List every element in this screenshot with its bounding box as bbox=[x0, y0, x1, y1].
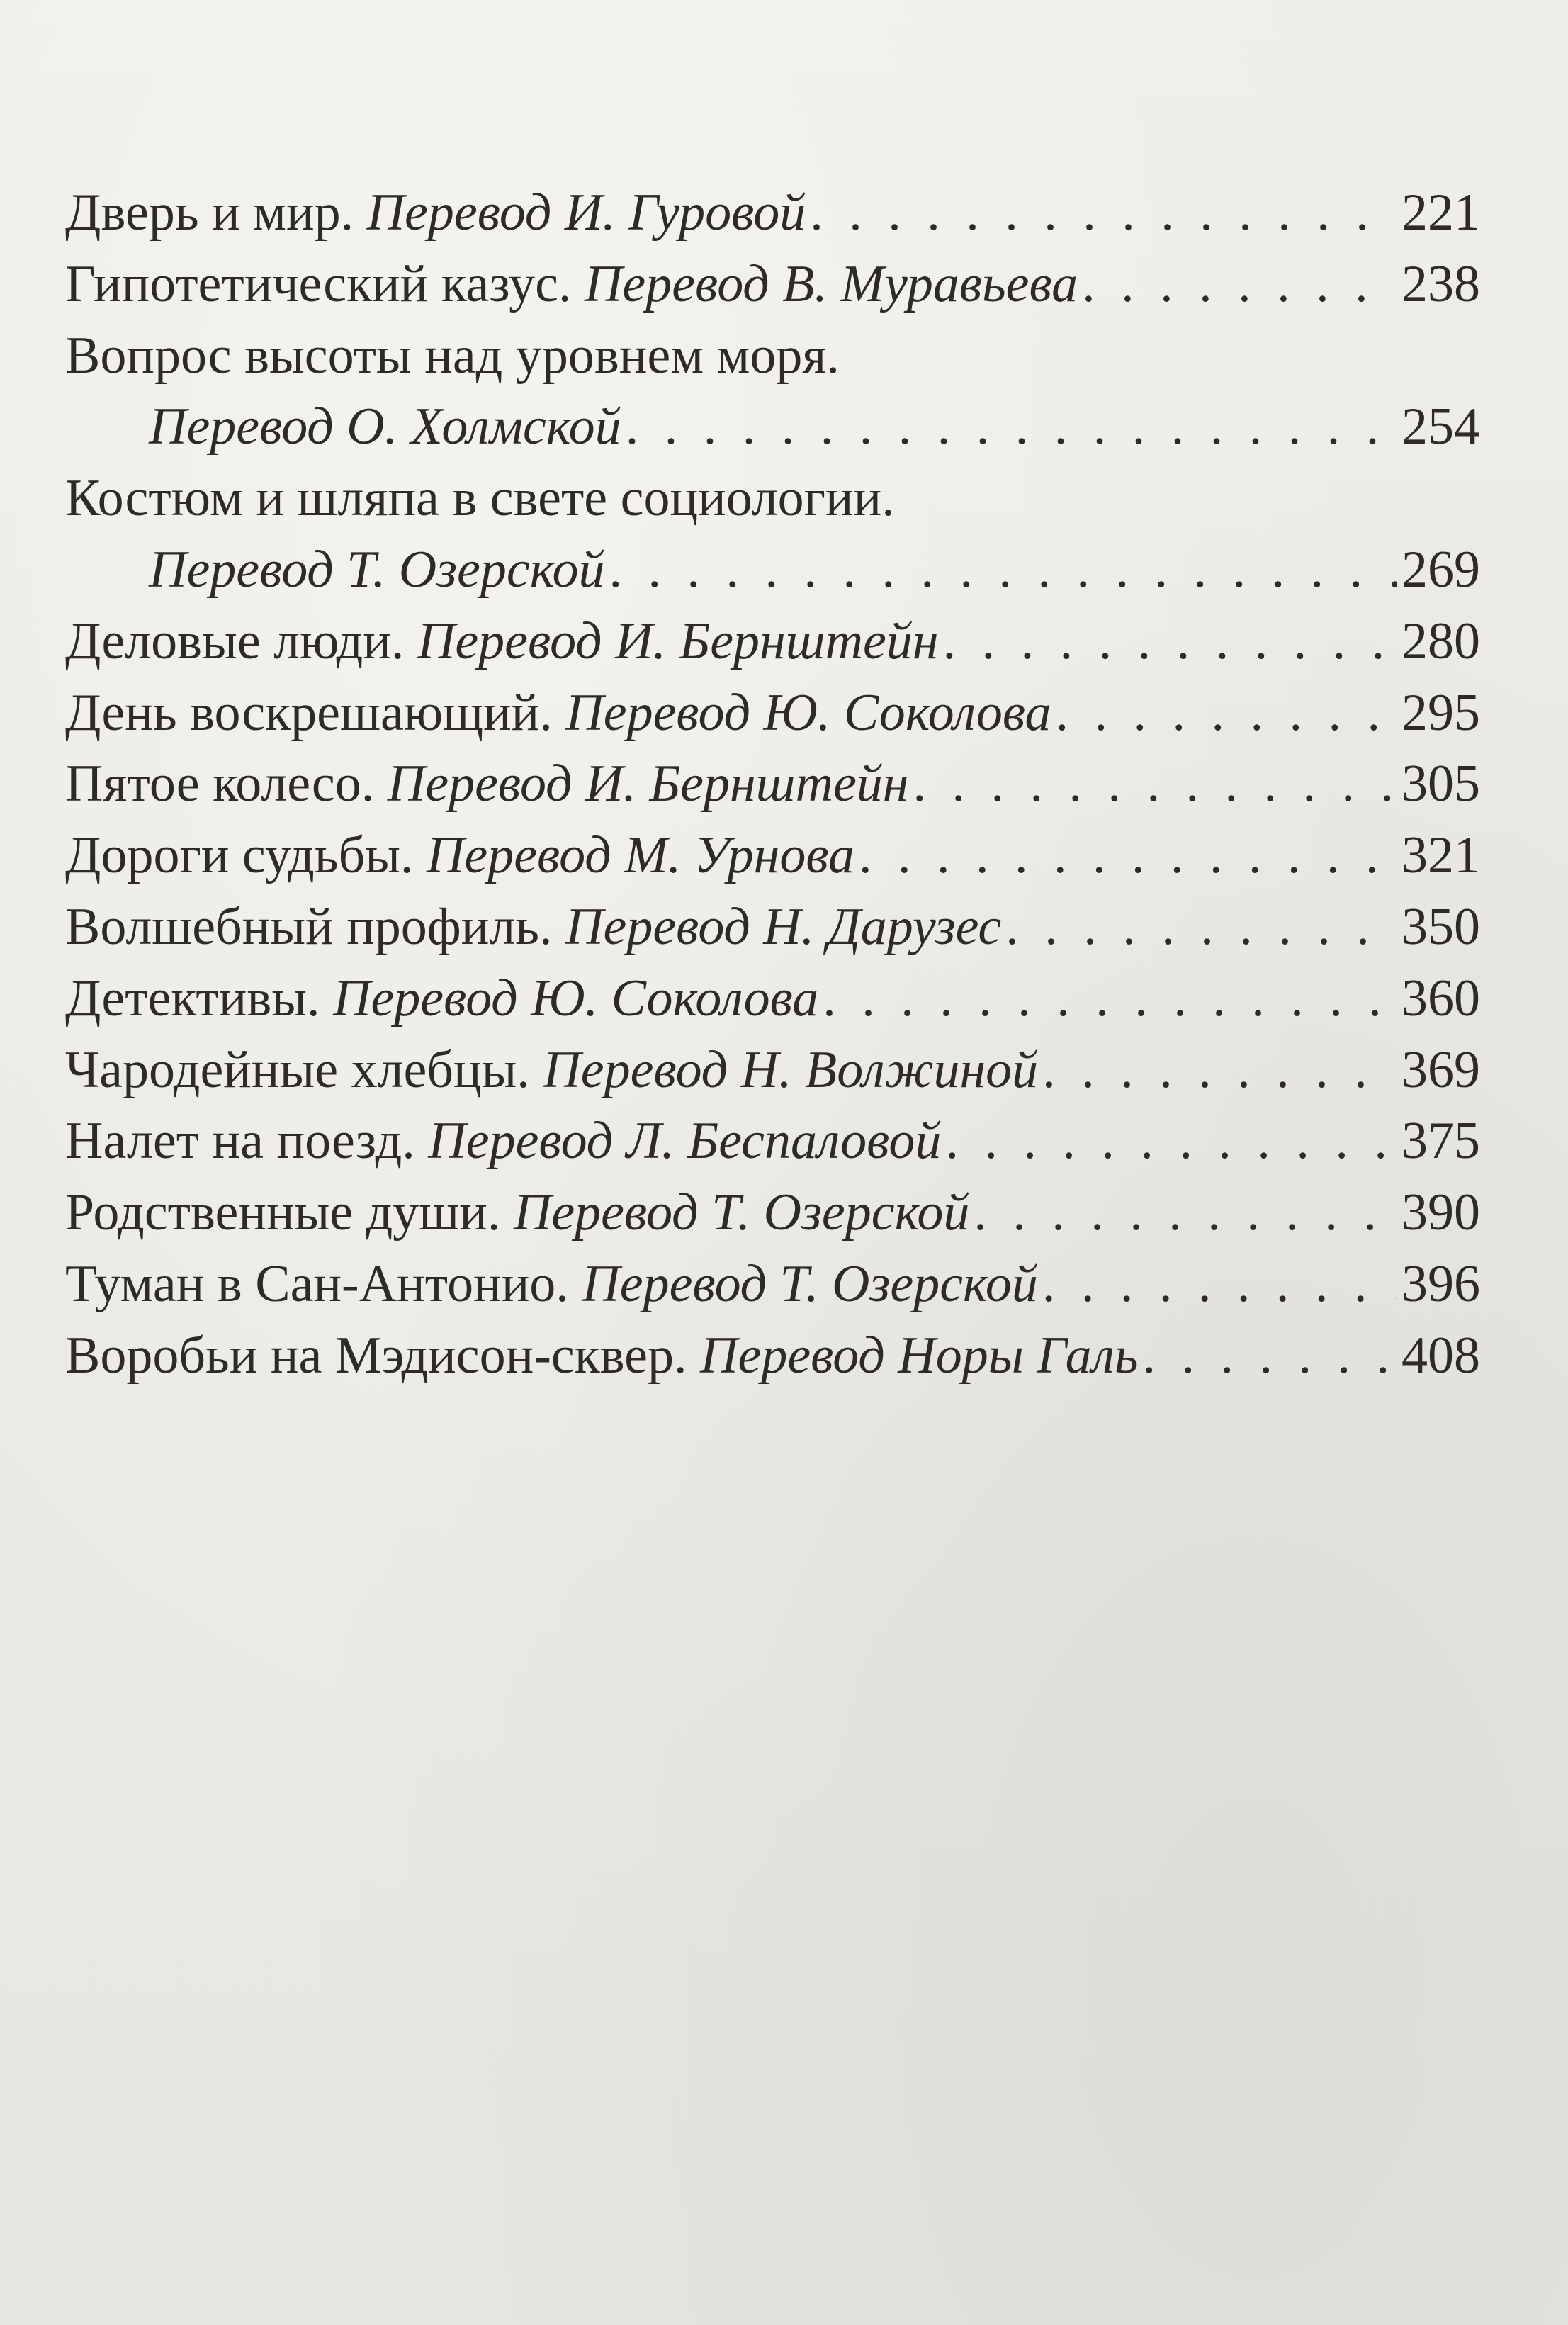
dot-leader bbox=[823, 963, 1397, 1035]
story-title: Чародейные хлебцы. bbox=[65, 1040, 530, 1099]
toc-entry bbox=[65, 963, 1480, 1035]
story-title: Гипотетический казус. bbox=[65, 254, 572, 313]
story-title: Воробьи на Мэдисон-сквер. bbox=[65, 1326, 687, 1385]
page-number: 221 bbox=[1401, 184, 1480, 242]
page-number: 396 bbox=[1401, 1254, 1480, 1313]
dot-leader bbox=[913, 748, 1397, 820]
translator-credit: Перевод Т. Озерской bbox=[149, 540, 605, 599]
dot-leader bbox=[1042, 1035, 1397, 1106]
page-number: 375 bbox=[1401, 1112, 1480, 1171]
page-number: 408 bbox=[1401, 1326, 1480, 1385]
page-number: 350 bbox=[1401, 897, 1480, 956]
toc-line bbox=[65, 677, 1480, 749]
story-title: Вопрос высоты над уровнем моря. bbox=[65, 326, 840, 385]
toc-line bbox=[65, 1105, 1480, 1177]
page-number: 254 bbox=[1401, 398, 1480, 456]
toc-line bbox=[65, 1249, 1480, 1320]
toc-entry bbox=[65, 177, 1480, 249]
page-number: 369 bbox=[1401, 1040, 1480, 1099]
toc-entry bbox=[65, 748, 1480, 820]
translator-credit: Перевод Норы Галь bbox=[700, 1326, 1139, 1385]
toc-entry bbox=[65, 820, 1480, 891]
story-title: Налет на поезд. bbox=[65, 1112, 415, 1171]
toc-line bbox=[65, 963, 1480, 1035]
translator-credit: Перевод Ю. Соколова bbox=[565, 683, 1051, 742]
page-number: 280 bbox=[1401, 612, 1480, 670]
story-title: Пятое колесо. bbox=[65, 755, 375, 814]
translator-credit: Перевод Н. Волжиной bbox=[543, 1040, 1039, 1099]
dot-leader bbox=[974, 1177, 1397, 1249]
toc-entry bbox=[65, 677, 1480, 749]
page-number: 269 bbox=[1401, 540, 1480, 599]
translator-credit: Перевод И. Бернштейн bbox=[417, 612, 939, 670]
story-title: Дверь и мир. bbox=[65, 184, 354, 242]
dot-leader bbox=[626, 391, 1397, 463]
story-title: Дороги судьбы. bbox=[65, 826, 414, 885]
page-number: 390 bbox=[1401, 1183, 1480, 1242]
toc-line bbox=[65, 891, 1480, 963]
toc-entry bbox=[65, 1035, 1480, 1106]
dot-leader bbox=[1005, 891, 1397, 963]
translator-credit: Перевод Т. Озерской bbox=[513, 1183, 970, 1242]
translator-credit: Перевод Т. Озерской bbox=[582, 1254, 1038, 1313]
toc-line bbox=[65, 748, 1480, 820]
page-number: 360 bbox=[1401, 969, 1480, 1028]
toc-entry bbox=[65, 463, 1480, 606]
table-of-contents bbox=[65, 177, 1480, 1392]
toc-entry bbox=[65, 1177, 1480, 1249]
dot-leader bbox=[609, 534, 1397, 606]
story-title: Родственные души. bbox=[65, 1183, 501, 1242]
toc-line bbox=[65, 177, 1480, 249]
story-title: Деловые люди. bbox=[65, 612, 405, 670]
translator-credit: Перевод И. Бернштейн bbox=[387, 755, 909, 814]
page-number: 305 bbox=[1401, 755, 1480, 814]
toc-entry bbox=[65, 1105, 1480, 1177]
toc-line bbox=[65, 463, 1480, 534]
dot-leader bbox=[945, 1105, 1397, 1177]
dot-leader bbox=[1056, 677, 1397, 749]
dot-leader bbox=[1082, 249, 1397, 320]
toc-line bbox=[65, 1177, 1480, 1249]
page-number: 238 bbox=[1401, 254, 1480, 313]
dot-leader bbox=[1042, 1249, 1397, 1320]
page-number: 295 bbox=[1401, 683, 1480, 742]
dot-leader bbox=[859, 820, 1397, 891]
toc-line bbox=[65, 249, 1480, 320]
toc-entry bbox=[65, 1320, 1480, 1392]
story-title: Костюм и шляпа в свете социологии. bbox=[65, 469, 895, 528]
toc-line-continued bbox=[65, 391, 1480, 463]
toc-entry bbox=[65, 891, 1480, 963]
toc-entry bbox=[65, 249, 1480, 320]
story-title: Волшебный профиль. bbox=[65, 897, 553, 956]
translator-credit: Перевод И. Гуровой bbox=[366, 184, 806, 242]
toc-line bbox=[65, 820, 1480, 891]
toc-entry bbox=[65, 606, 1480, 677]
toc-entry bbox=[65, 1249, 1480, 1320]
story-title: Туман в Сан-Антонио. bbox=[65, 1254, 569, 1313]
dot-leader bbox=[810, 177, 1397, 249]
translator-credit: Перевод Н. Дарузес bbox=[565, 897, 1002, 956]
toc-line bbox=[65, 1035, 1480, 1106]
toc-entry bbox=[65, 320, 1480, 463]
translator-credit: Перевод М. Урнова bbox=[426, 826, 854, 885]
dot-leader bbox=[1143, 1320, 1397, 1392]
story-title: Детективы. bbox=[65, 969, 320, 1028]
toc-line bbox=[65, 606, 1480, 677]
story-title: День воскрешающий. bbox=[65, 683, 553, 742]
toc-line-continued bbox=[65, 534, 1480, 606]
translator-credit: Перевод О. Холмской bbox=[149, 398, 621, 456]
toc-line bbox=[65, 1320, 1480, 1392]
translator-credit: Перевод Л. Беспаловой bbox=[428, 1112, 942, 1171]
translator-credit: Перевод Ю. Соколова bbox=[333, 969, 819, 1028]
toc-line bbox=[65, 320, 1480, 392]
translator-credit: Перевод В. Муравьева bbox=[584, 254, 1078, 313]
page-number: 321 bbox=[1401, 826, 1480, 885]
dot-leader bbox=[943, 606, 1397, 677]
